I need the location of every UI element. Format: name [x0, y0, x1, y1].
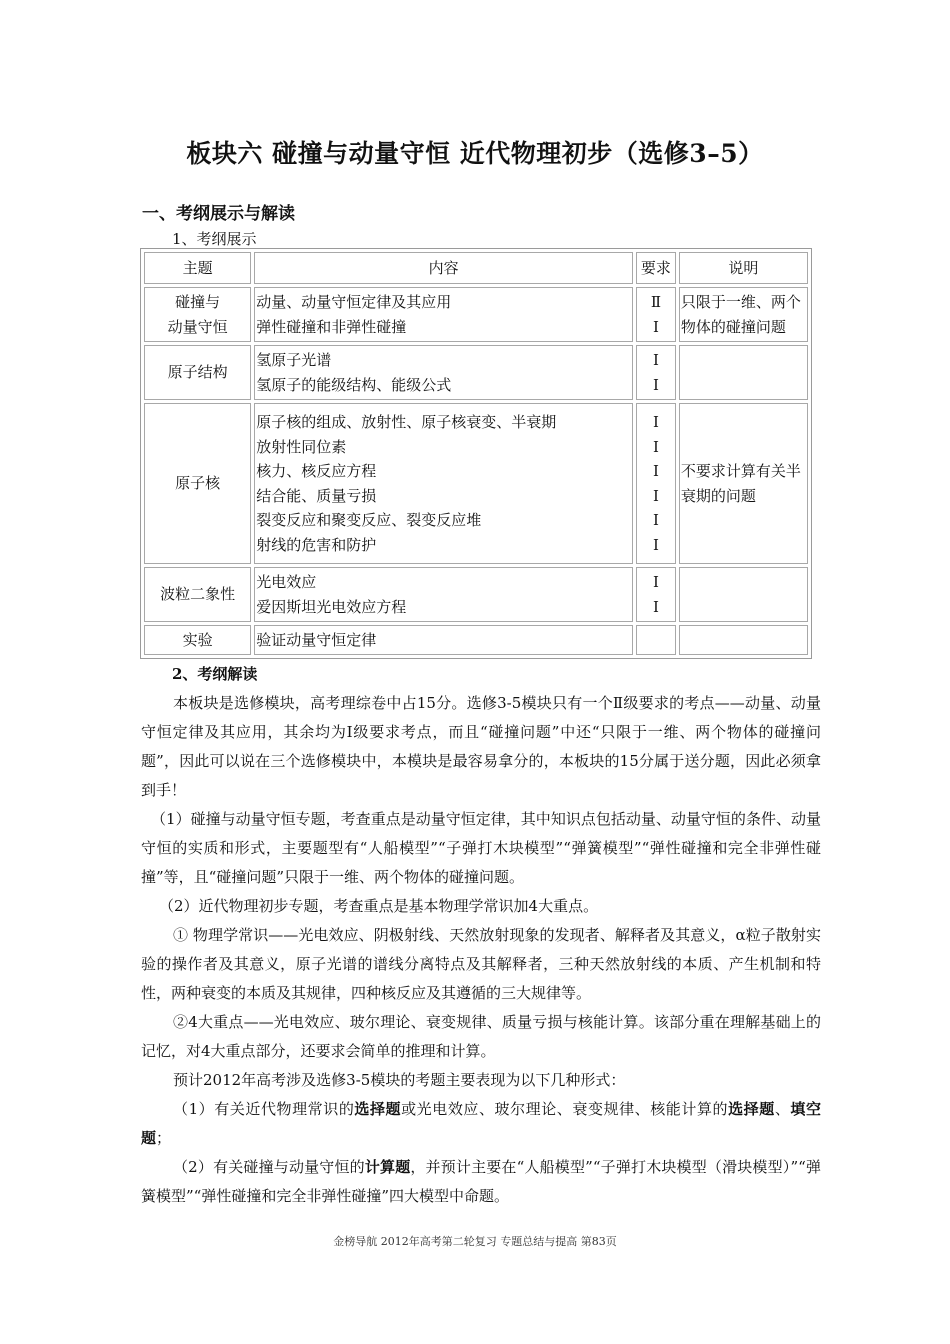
- bold-run: 选择题: [354, 1100, 402, 1118]
- subsection-heading-2: 2、考纲解读: [172, 665, 258, 683]
- header-requirement: 要求: [636, 252, 676, 284]
- row-note: [679, 567, 808, 622]
- table-header-row: [144, 252, 808, 284]
- paragraph: （1）碰撞与动量守恒专题，考查重点是动量守恒定律，其中知识点包括动量、动量守恒的条件、动量守恒的实质和形式，主要题型有“人船模型”“子弹打木块模型”“弹簧模型”“弹性碰撞和完全非弹性碰撞”等，且“碰撞问题”只限于一维、两个物体的碰撞问题。: [141, 810, 821, 886]
- row-topic: 原子结构: [144, 345, 251, 400]
- body-text: [141, 689, 821, 1211]
- row-topic: 碰撞与 动量守恒: [144, 287, 251, 342]
- bold-run: 计算题: [364, 1158, 411, 1176]
- row-topic: 波粒二象性: [144, 567, 251, 622]
- row-note: 只限于一维、两个物体的碰撞问题: [679, 287, 808, 342]
- row-note: 不要求计算有关半衰期的问题: [679, 403, 808, 564]
- row-note: [679, 345, 808, 400]
- row-requirement: Ⅰ Ⅰ: [636, 345, 676, 400]
- section-heading: 一、考纲展示与解读: [142, 204, 295, 224]
- page-title: 板块六 碰撞与动量守恒 近代物理初步（选修3–5）: [186, 139, 764, 168]
- bold-run: 填空题: [141, 1100, 821, 1147]
- row-requirement: [636, 625, 676, 655]
- text-run: 、: [774, 1100, 791, 1118]
- row-requirement: Ⅰ Ⅰ Ⅰ Ⅰ Ⅰ Ⅰ: [636, 403, 676, 564]
- text-run: ，并预计主要在“人船模型”“子弹打木块模型（滑块模型）”“弹簧模型”“弹性碰撞和完全非弹性碰撞”四大模型中命题。: [141, 1158, 821, 1205]
- header-content: 内容: [254, 252, 633, 284]
- row-topic: 实验: [144, 625, 251, 655]
- paragraph: ②4大重点——光电效应、玻尔理论、衰变规律、质量亏损与核能计算。该部分重在理解基础上的记忆，对4大重点部分，还要求会简单的推理和计算。: [141, 1013, 821, 1060]
- paragraph: [141, 1153, 821, 1211]
- table-row: [144, 403, 808, 564]
- header-note: 说明: [679, 252, 808, 284]
- row-note: [679, 625, 808, 655]
- row-topic: 原子核: [144, 403, 251, 564]
- paragraph: （2）近代物理初步专题，考查重点是基本物理学常识加4大重点。: [159, 897, 599, 915]
- table-row: [144, 567, 808, 622]
- table-row: [144, 625, 808, 655]
- row-content: 氢原子光谱 氢原子的能级结构、能级公式: [254, 345, 633, 400]
- page-footer: 金榜导航 2012年高考第二轮复习 专题总结与提高 第83页: [333, 1235, 617, 1248]
- text-run: ；: [156, 1129, 172, 1147]
- paragraph: [141, 1095, 821, 1153]
- row-content: 光电效应 爱因斯坦光电效应方程: [254, 567, 633, 622]
- paragraph: 本板块是选修模块，高考理综卷中占15分。选修3-5模块只有一个Ⅱ级要求的考点——动量、动量守恒定律及其应用，其余均为Ⅰ级要求考点，而且“碰撞问题”中还“只限于一维、两个物体的碰撞问题”，因此可以说在三个选修模块中，本模块是最容易拿分的，本板块的15分属于送分题，因此必须拿到手！: [141, 694, 821, 799]
- table-row: [144, 287, 808, 342]
- text-run: （2）有关碰撞与动量守恒的: [173, 1158, 365, 1176]
- table-row: [144, 345, 808, 400]
- syllabus-table: [140, 248, 812, 659]
- header-topic: 主题: [144, 252, 251, 284]
- text-run: 或光电效应、玻尔理论、衰变规律、核能计算的: [401, 1100, 729, 1118]
- row-requirement: Ⅰ Ⅰ: [636, 567, 676, 622]
- row-content: 原子核的组成、放射性、原子核衰变、半衰期 放射性同位素 核力、核反应方程 结合能、质量亏损 裂变反应和聚变反应、裂变反应堆 射线的危害和防护: [254, 403, 633, 564]
- paragraph: ① 物理学常识——光电效应、阴极射线、天然放射现象的发现者、解释者及其意义，α粒子散射实验的操作者及其意义，原子光谱的谱线分离特点及其解释者，三种天然放射线的本质、产生机制和特性，两种衰变的本质及其规律，四种核反应及其遵循的三大规律等。: [141, 926, 821, 1002]
- bold-run: 选择题: [728, 1100, 775, 1118]
- subsection-heading: 1、考纲展示: [172, 230, 257, 248]
- row-requirement: Ⅱ Ⅰ: [636, 287, 676, 342]
- paragraph: 预计2012年高考涉及选修3-5模块的考题主要表现为以下几种形式：: [173, 1071, 626, 1089]
- row-content: 动量、动量守恒定律及其应用 弹性碰撞和非弹性碰撞: [254, 287, 633, 342]
- text-run: （1）有关近代物理常识的: [173, 1100, 355, 1118]
- row-content: 验证动量守恒定律: [254, 625, 633, 655]
